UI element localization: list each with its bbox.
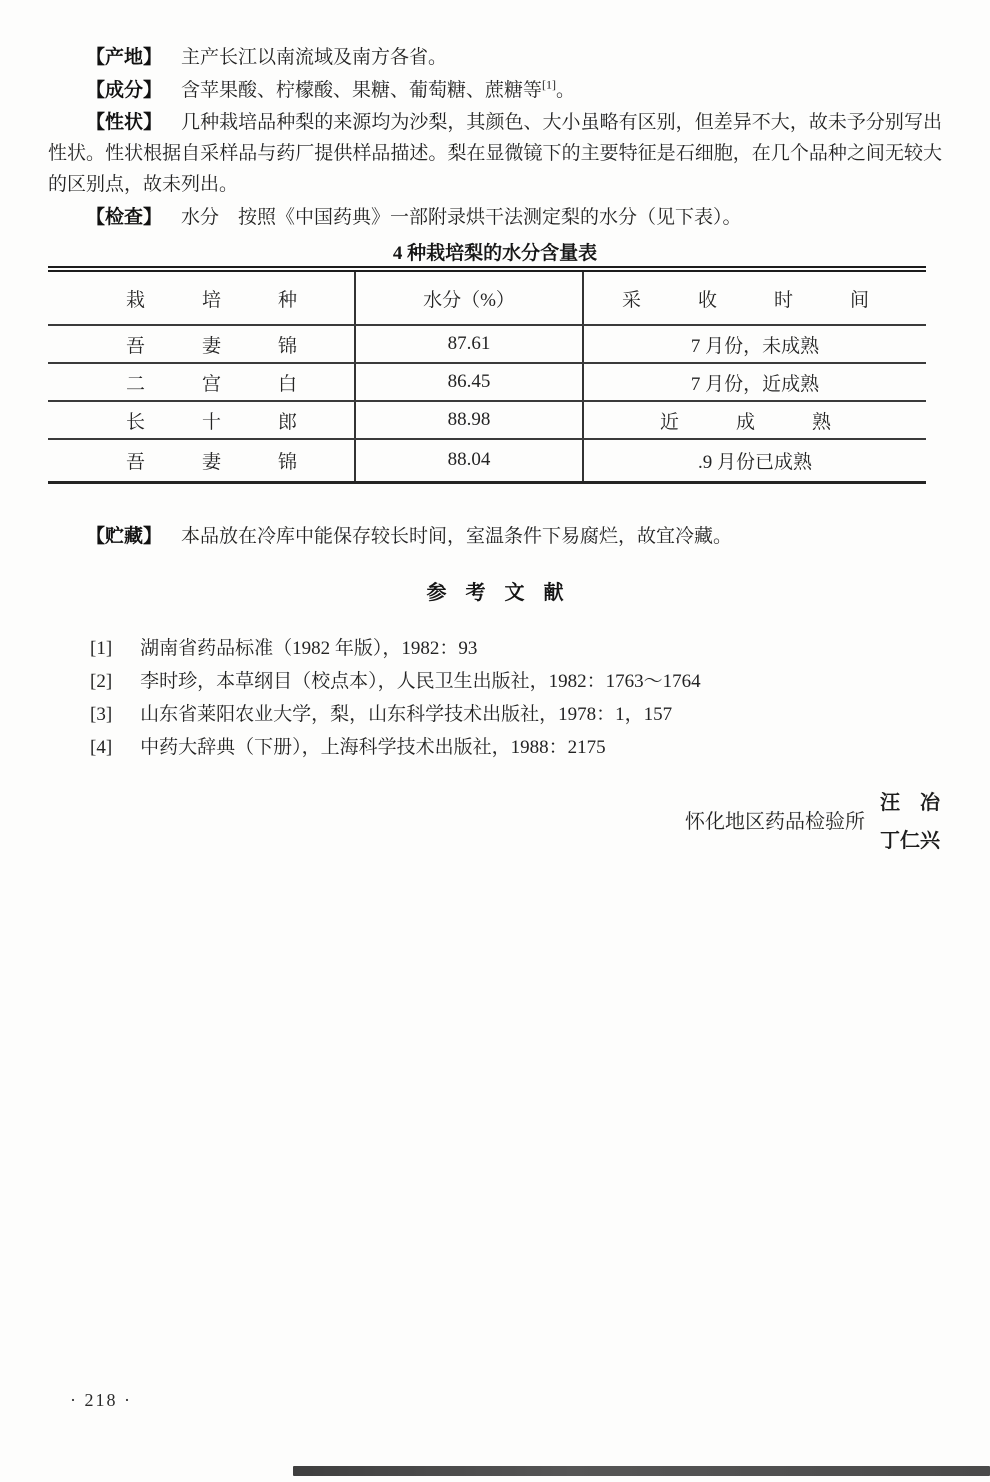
storage-text: 本品放在冷库中能保存较长时间，室温条件下易腐烂，故宜冷藏。 (181, 526, 733, 547)
cell-cultivar: 吾妻锦 (126, 451, 355, 473)
cell-cultivar: 吾妻锦 (48, 325, 355, 363)
reference-text: 李时珍，本草纲目（校点本），人民卫生出版社，1982：1763～1764 (140, 671, 701, 692)
composition-text: 含苹果酸、柠檬酸、果糖、葡萄糖、蔗糖等 (181, 80, 543, 101)
header-harvest-time: 采收时间 (583, 269, 926, 325)
signature-name: 丁仁兴 (880, 830, 940, 852)
table-row (48, 363, 926, 401)
cell-moisture: 87.61 (355, 325, 583, 363)
composition-tail: 。 (556, 80, 576, 101)
scan-artifact-bar (293, 1466, 990, 1476)
cell-cultivar: 二宫白 (48, 363, 355, 401)
cell-harvest-time: 近成熟 (583, 401, 926, 439)
origin-text: 主产长江以南流域及南方各省。 (181, 47, 448, 68)
reference-item (90, 737, 942, 758)
inspection-label: 【检查】 (86, 207, 163, 228)
reference-item (90, 704, 942, 725)
reference-text: 湖南省药品标准（1982 年版），1982：93 (140, 638, 478, 659)
signature-institution: 怀化地区药品检验所 (685, 811, 865, 833)
page-number: · 218 · (70, 1390, 132, 1410)
para-storage (48, 521, 942, 552)
cell-harvest-time: 7 月份，未成熟 (583, 325, 926, 363)
para-origin (48, 42, 942, 73)
cell-moisture: 88.98 (355, 401, 583, 439)
inspection-text: 水分 按照《中国药典》一部附录烘干法测定梨的水分（见下表）。 (181, 207, 742, 228)
table-title: 4 种栽培梨的水分含量表 (392, 243, 598, 264)
origin-label: 【产地】 (86, 47, 163, 68)
table-row (48, 325, 926, 363)
cell-moisture: 86.45 (355, 363, 583, 401)
moisture-table (48, 266, 926, 484)
table-row (48, 439, 926, 482)
reference-number: [4] (90, 737, 113, 758)
reference-number: [3] (90, 704, 113, 725)
table-row (48, 401, 926, 439)
description-text: 几种栽培品种梨的来源均为沙梨，其颜色、大小虽略有区别，但差异不大，故未予分别写出性状。性状根据自采样品与药厂提供样品描述。梨在显微镜下的主要特征是石细胞，在几个品种之间无较大的区别点，故未列出。 (48, 112, 942, 195)
signature-name: 汪 冶 (880, 792, 940, 814)
reference-text: 山东省莱阳农业大学，梨，山东科学技术出版社，1978：1，157 (140, 704, 673, 725)
header-cultivar: 栽培种 (48, 269, 355, 325)
reference-text: 中药大辞典（下册），上海科学技术出版社，1988：2175 (140, 737, 606, 758)
cell-harvest-time: 7 月份，近成熟 (583, 363, 926, 401)
reference-number: [2] (90, 671, 113, 692)
description-label: 【性状】 (86, 112, 163, 133)
composition-label: 【成分】 (86, 80, 163, 101)
para-composition (48, 75, 942, 106)
cell-harvest-time: .9 月份已成熟 (697, 451, 812, 473)
signature-names (880, 786, 940, 853)
reference-number: [1] (90, 638, 113, 659)
reference-item (90, 671, 942, 692)
table-header-row (48, 269, 926, 325)
citation-superscript: [1] (542, 77, 557, 92)
storage-label: 【贮藏】 (86, 526, 163, 547)
reference-item (90, 638, 942, 659)
references-heading: 参考文献 (426, 582, 583, 604)
para-inspection (48, 202, 942, 233)
signature-block (685, 786, 940, 853)
cell-moisture: 88.04 (355, 439, 583, 482)
cell-cultivar: 长十郎 (48, 401, 355, 439)
header-moisture: 水分（%） (355, 269, 583, 325)
para-description (48, 107, 942, 200)
references-list (90, 638, 942, 770)
